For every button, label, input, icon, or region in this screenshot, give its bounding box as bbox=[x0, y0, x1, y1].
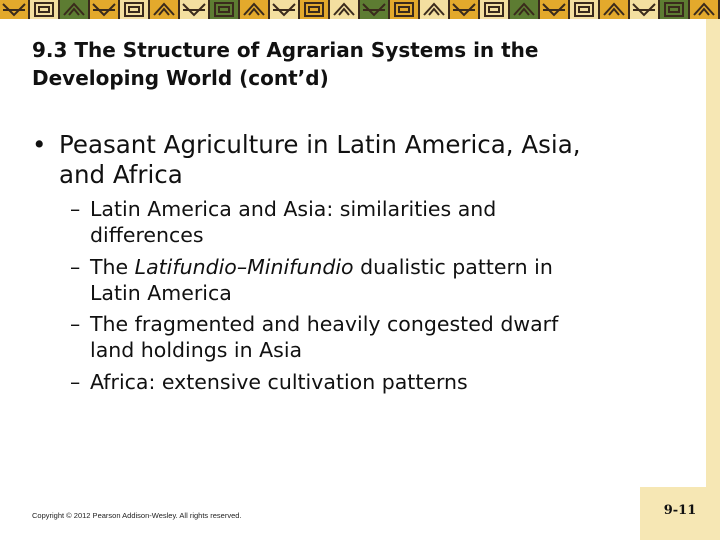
kente-pattern bbox=[0, 0, 720, 19]
dash-marker: – bbox=[70, 254, 81, 279]
bullet-list bbox=[32, 130, 692, 400]
page-number: 9-11 bbox=[640, 487, 720, 540]
title-line: 9.3 The Structure of Agrarian Systems in the bbox=[32, 38, 539, 62]
dash-marker: – bbox=[70, 197, 81, 221]
sub-bullet-text: Africa: extensive cultivation patterns bbox=[90, 369, 468, 394]
slide-title bbox=[32, 36, 672, 92]
dash-marker: – bbox=[70, 369, 81, 394]
sub-bullet bbox=[58, 311, 692, 363]
bullet-text: Peasant Agriculture in Latin America, Asia, bbox=[59, 130, 581, 159]
sub-bullet bbox=[58, 369, 692, 395]
copyright-notice: Copyright © 2012 Pearson Addison-Wesley. All rights reserved. bbox=[32, 511, 242, 520]
text-run: dualistic pattern in bbox=[353, 254, 553, 279]
side-decorative-strip bbox=[706, 19, 720, 540]
sub-bullet-text bbox=[90, 254, 692, 280]
decorative-pattern-band bbox=[0, 0, 720, 19]
bullet-marker: • bbox=[32, 130, 47, 159]
sub-bullet-text: The fragmented and heavily congested dwarf bbox=[90, 312, 559, 336]
sub-bullet-list bbox=[32, 196, 692, 395]
sub-bullet-text: land holdings in Asia bbox=[90, 338, 303, 362]
sub-bullet bbox=[58, 254, 692, 306]
title-line: Developing World (cont’d) bbox=[32, 66, 329, 90]
main-bullet bbox=[32, 130, 692, 190]
sub-bullet-text: differences bbox=[90, 223, 204, 247]
dash-marker: – bbox=[70, 312, 81, 336]
bullet-text: and Africa bbox=[59, 160, 183, 189]
sub-bullet-text: Latin America bbox=[90, 280, 232, 305]
italic-term: Latifundio–Minifundio bbox=[134, 254, 354, 279]
sub-bullet bbox=[58, 196, 692, 248]
text-run: The bbox=[90, 254, 135, 279]
sub-bullet-text: Latin America and Asia: similarities and bbox=[90, 197, 497, 221]
